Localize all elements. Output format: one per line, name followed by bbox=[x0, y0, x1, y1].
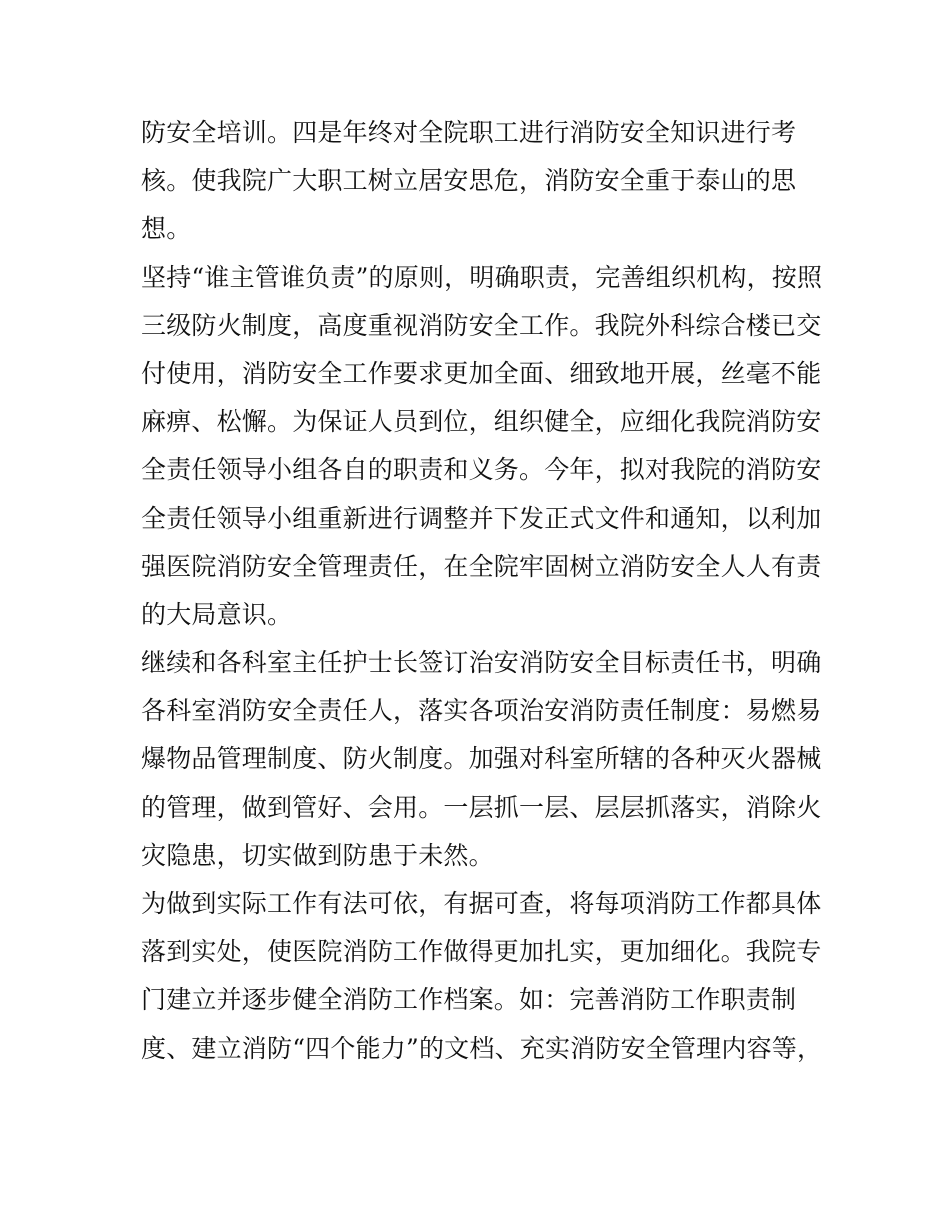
text-line: 门建立并逐步健全消防工作档案。如：完善消防工作职责制 bbox=[141, 985, 797, 1015]
text-line: 为做到实际工作有法可依，有据可查，将每项消防工作都具体 bbox=[141, 889, 822, 918]
text-line: 灾隐患，切实做到防患于未然。 bbox=[141, 840, 494, 870]
text-line: 度、建立消防“四个能力”的文档、充实消防安全管理内容等， bbox=[141, 1033, 823, 1063]
text-line: 落到实处，使医院消防工作做得更加扎实，更加细化。我院专 bbox=[141, 937, 822, 967]
text-line: 各科室消防安全责任人，落实各项治安消防责任制度：易燃易 bbox=[141, 696, 822, 726]
document-body bbox=[141, 109, 821, 1073]
text-line: 继续和各科室主任护士长签订治安消防安全目标责任书，明确 bbox=[141, 648, 822, 678]
text-line: 坚持“谁主管谁负责”的原则，明确职责，完善组织机构，按照 bbox=[141, 262, 823, 292]
text-line: 三级防火制度，高度重视消防安全工作。我院外科综合楼已交 bbox=[141, 310, 822, 340]
text-line: 全责任领导小组各自的职责和义务。今年，拟对我院的消防安 bbox=[141, 455, 822, 485]
text-line: 想。 bbox=[141, 214, 192, 244]
text-line: 爆物品管理制度、防火制度。加强对科室所辖的各种灭火器械 bbox=[141, 744, 822, 774]
text-line: 麻痹、松懈。为保证人员到位，组织健全，应细化我院消防安 bbox=[141, 407, 822, 437]
text-line: 的管理，做到管好、会用。一层抓一层、层层抓落实，消除火 bbox=[141, 792, 822, 822]
text-line: 强医院消防安全管理责任，在全院牢固树立消防安全人人有责 bbox=[141, 551, 822, 581]
text-line: 防安全培训。四是年终对全院职工进行消防安全知识进行考 bbox=[141, 118, 797, 147]
text-line: 核。使我院广大职工树立居安思危，消防安全重于泰山的思 bbox=[141, 166, 797, 196]
text-line: 全责任领导小组重新进行调整并下发正式文件和通知，以利加 bbox=[141, 503, 822, 533]
text-line: 付使用，消防安全工作要求更加全面、细致地开展，丝毫不能 bbox=[141, 358, 822, 388]
text-line: 的大局意识。 bbox=[141, 599, 293, 629]
